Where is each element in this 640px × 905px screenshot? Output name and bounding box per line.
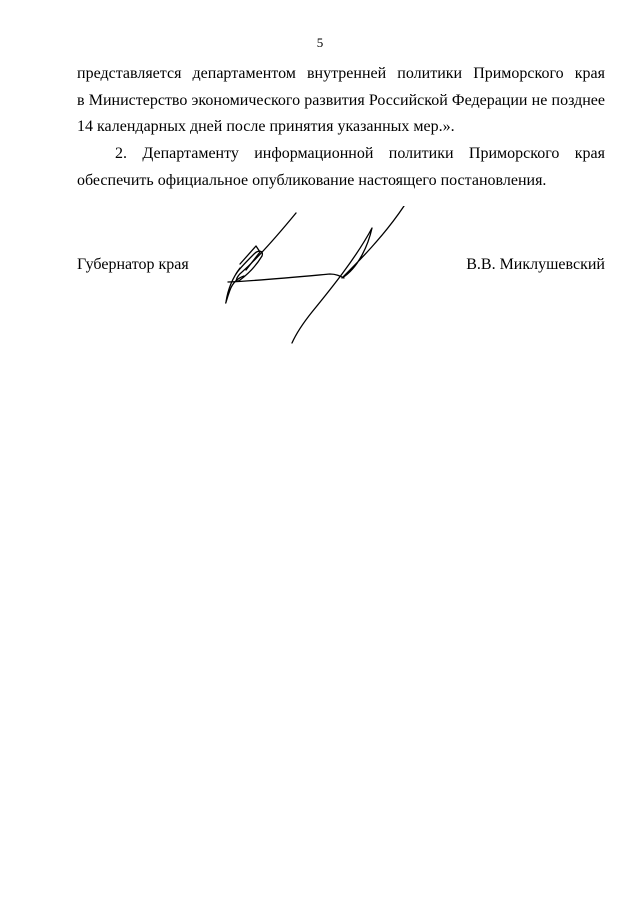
signatory-position: Губернатор края [77,256,189,273]
paragraph-line: 2. Департаменту информационной политики Приморского края [115,145,605,162]
page-number: 5 [316,35,324,50]
paragraph-line: представляется департаментом внутренней политики Приморского края [77,65,605,82]
paragraph-line: 14 календарных дней после принятия указанных мер.». [77,118,455,135]
body-paragraph-2 [77,141,605,194]
paragraph-line: в Министерство экономического развития Российской Федерации не позднее [77,91,605,109]
body-paragraph-1 [77,61,605,141]
signatory-name: В.В. Миклушевский [466,256,605,273]
signature-stroke [292,206,404,343]
handwritten-signature [218,206,414,348]
signature-stroke [236,213,296,281]
paragraph-line: обеспечить официальное опубликование настоящего постановления. [77,171,547,189]
